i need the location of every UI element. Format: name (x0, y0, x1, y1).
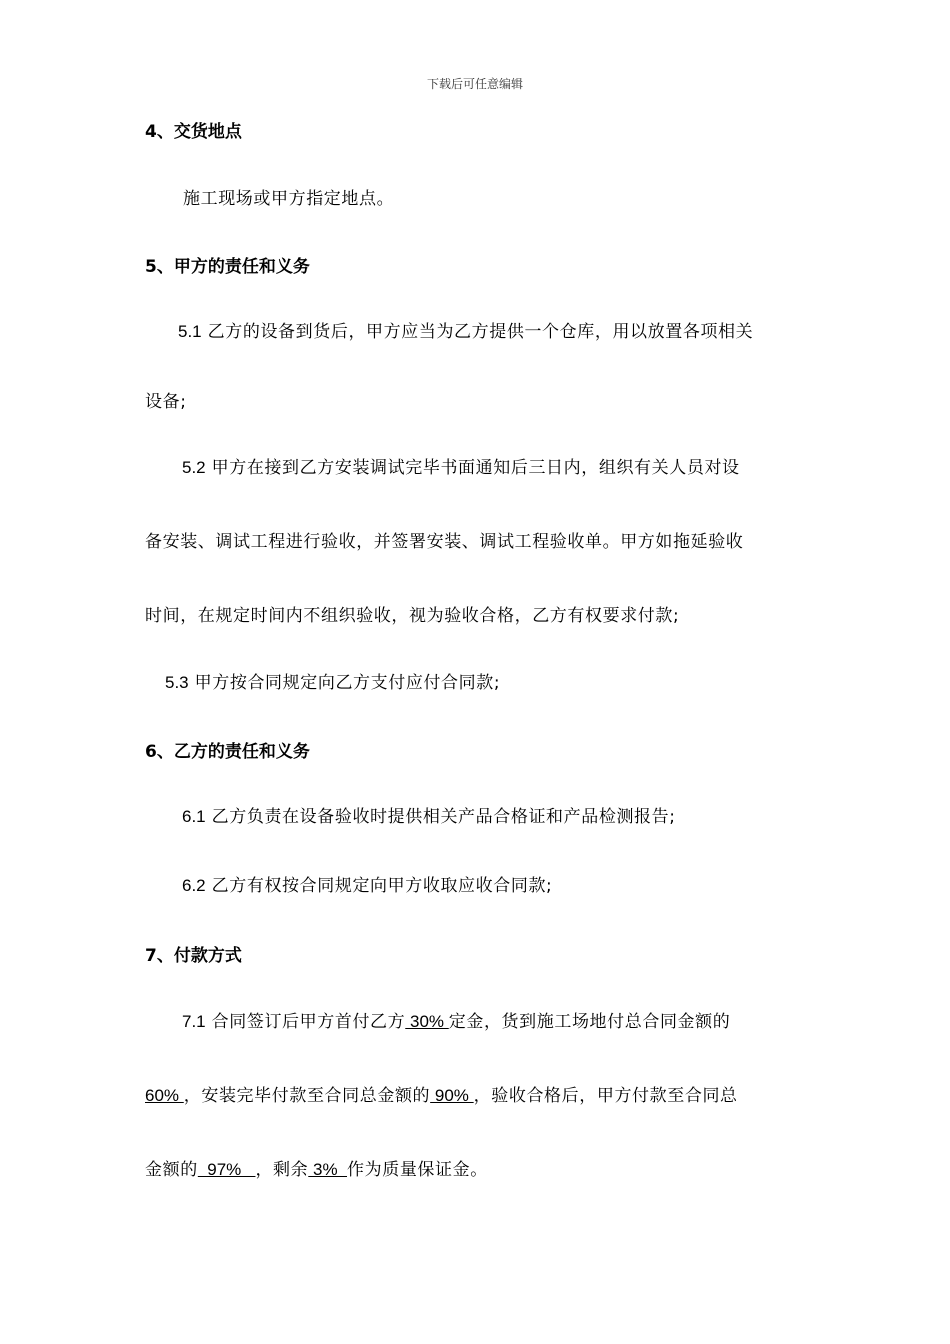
clause-text: 甲方在接到乙方安装调试完毕书面通知后三日内，组织有关人员对设 (211, 458, 740, 478)
clause-text: 合同签订后甲方首付乙方 (211, 1012, 406, 1032)
clause-text: 金额的 (145, 1160, 198, 1180)
clause-text: ，安装完毕付款至合同总金额的 (183, 1086, 431, 1106)
clause-text: 乙方负责在设备验收时提供相关产品合格证和产品检测报告; (211, 807, 676, 827)
clause-5-2-line-1 (182, 458, 847, 478)
clause-text: 乙方的设备到货后，甲方应当为乙方提供一个仓库，用以放置各项相关 (207, 322, 754, 342)
clause-text: ，验收合格后，甲方付款至合同总 (473, 1086, 738, 1106)
clause-text: 甲方按合同规定向乙方支付应付合同款; (194, 673, 501, 693)
deposit-percent: 30% (405, 1012, 449, 1031)
section-6-heading: 6、乙方的责任和义务 (145, 742, 310, 762)
clause-text: ，剩余 (255, 1160, 309, 1180)
clause-6-2 (182, 876, 847, 896)
clause-number: 5.1 (178, 322, 202, 341)
clause-7-1-line-2 (145, 1086, 810, 1106)
clause-text: 定金，货到施工场地付总合同金额的 (448, 1012, 731, 1032)
clause-number: 5.2 (182, 458, 206, 477)
clause-5-2-line-2: 备安装、调试工程进行验收，并签署安装、调试工程验收单。甲方如拖延验收 (145, 532, 744, 552)
clause-number: 5.3 (165, 673, 189, 692)
clause-7-1-line-3 (145, 1160, 810, 1180)
section-4-heading: 4、交货地点 (145, 122, 242, 142)
acceptance-percent: 97% (197, 1160, 256, 1179)
clause-5-1-line-1 (178, 322, 843, 342)
clause-number: 6.1 (182, 807, 206, 826)
clause-6-1 (182, 807, 847, 827)
clause-5-3 (165, 673, 830, 693)
section-7-heading: 7、付款方式 (145, 946, 242, 966)
clause-number: 7.1 (182, 1012, 206, 1031)
section-5-heading: 5、甲方的责任和义务 (145, 257, 310, 277)
retention-percent: 3% (308, 1160, 348, 1179)
clause-7-1-line-1 (182, 1012, 847, 1032)
clause-number: 6.2 (182, 876, 206, 895)
section-4-text: 施工现场或甲方指定地点。 (183, 189, 395, 209)
page-header: 下载后可任意编辑 (426, 77, 523, 91)
install-percent: 90% (430, 1086, 474, 1105)
delivery-percent: 60% (145, 1086, 184, 1105)
clause-text: 乙方有权按合同规定向甲方收取应收合同款; (211, 876, 553, 896)
clause-5-2-line-3: 时间，在规定时间内不组织验收，视为验收合格，乙方有权要求付款; (145, 606, 680, 626)
clause-5-1-line-2: 设备; (145, 392, 187, 412)
clause-text: 作为质量保证金。 (347, 1160, 488, 1180)
